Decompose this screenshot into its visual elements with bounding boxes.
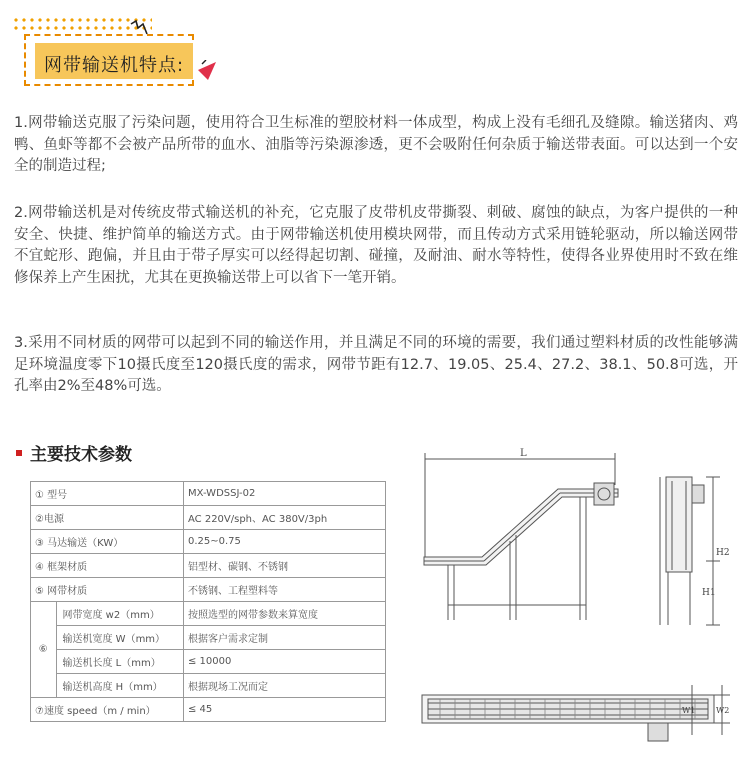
feature-title: 网带输送机特点: — [44, 55, 185, 76]
table-row — [31, 674, 386, 698]
spec-label: 输送机高度 H（mm） — [56, 674, 184, 698]
table-row — [31, 482, 386, 506]
spec-value: 不锈钢、工程塑料等 — [184, 578, 386, 602]
table-row — [31, 530, 386, 554]
feature-paragraph-2: 2.网带输送机是对传统皮带式输送机的补充，它克服了皮带机皮带撕裂、刺破、腐蚀的缺点，为客户提供的一种安全、快捷、维护简单的输送方式。由于网带输送机使用模块网带，而且传动方式采用链轮驱动，所以输送网带不宜蛇形、跑偏，并且由于带子厚实可以经得起切割、碰撞，及耐油、耐水等特性，使得各业界使用时不致在维修保养上产生困扰，尤其在更换输送带上可以省下一笔开销。 — [14, 205, 738, 286]
table-row — [31, 578, 386, 602]
section-title-text: 主要技术参数 — [30, 445, 132, 465]
spec-value: AC 220V/sph、AC 380V/3ph — [184, 506, 386, 530]
spec-group-label: ⑥ — [31, 602, 57, 698]
conveyor-drawing — [410, 445, 740, 750]
spec-label: ②电源 — [31, 506, 184, 530]
table-row — [31, 626, 386, 650]
spec-value: 按照选型的网带参数来算宽度 — [184, 602, 386, 626]
spec-table — [30, 481, 386, 722]
feature-badge — [12, 16, 212, 96]
spec-value: 铝型材、碳钢、不锈钢 — [184, 554, 386, 578]
dim-label-W1: W1 — [682, 706, 696, 715]
table-row — [31, 554, 386, 578]
dim-label-H1: H1 — [702, 588, 716, 598]
table-row — [31, 698, 386, 722]
table-row — [31, 602, 386, 626]
section-bullet-icon — [16, 450, 22, 456]
spec-label: ⑦速度 speed（m / min） — [31, 698, 184, 722]
feature-paragraph-1: 1.网带输送克服了污染问题，使用符合卫生标准的塑胶材料一体成型，构成上没有毛细孔及缝隙。输送猪肉、鸡鸭、鱼虾等都不会被产品所带的血水、油脂等污染源渗透，更不会吸附任何杂质于输送带表面。可以达到一个安全的制造过程; — [14, 115, 738, 174]
dim-label-L: L — [520, 448, 527, 459]
dim-label-W2: W2 — [716, 706, 730, 715]
table-row — [31, 506, 386, 530]
table-row — [31, 650, 386, 674]
spec-label: ⑤ 网带材质 — [31, 578, 184, 602]
spec-value: 根据客户需求定制 — [184, 626, 386, 650]
spec-label: 输送机宽度 W（mm） — [56, 626, 184, 650]
dim-label-H2: H2 — [716, 548, 730, 558]
spec-label: 网带宽度 w2（mm） — [56, 602, 184, 626]
spec-label: ③ 马达输送（KW） — [31, 530, 184, 554]
arrow-pointer-icon — [196, 60, 218, 82]
feature-paragraph-3: 3.采用不同材质的网带可以起到不同的输送作用，并且满足不同的环境的需要，我们通过塑料材质的改性能够满足环境温度零下10摄氏度至120摄氏度的需求，网带节距有12.7、19.05、25.4、27.2、38.1、50.8可选，开孔率由2%至48%可选。 — [14, 335, 738, 394]
spec-label: ④ 框架材质 — [31, 554, 184, 578]
spec-value: MX-WDSSJ-02 — [184, 482, 386, 506]
spec-value: ≤ 45 — [184, 698, 386, 722]
spec-label: 输送机长度 L（mm） — [56, 650, 184, 674]
spec-value: ≤ 10000 — [184, 650, 386, 674]
spec-label: ① 型号 — [31, 482, 184, 506]
spec-value: 根据现场工况而定 — [184, 674, 386, 698]
section-heading — [16, 440, 132, 465]
spec-value: 0.25~0.75 — [184, 530, 386, 554]
